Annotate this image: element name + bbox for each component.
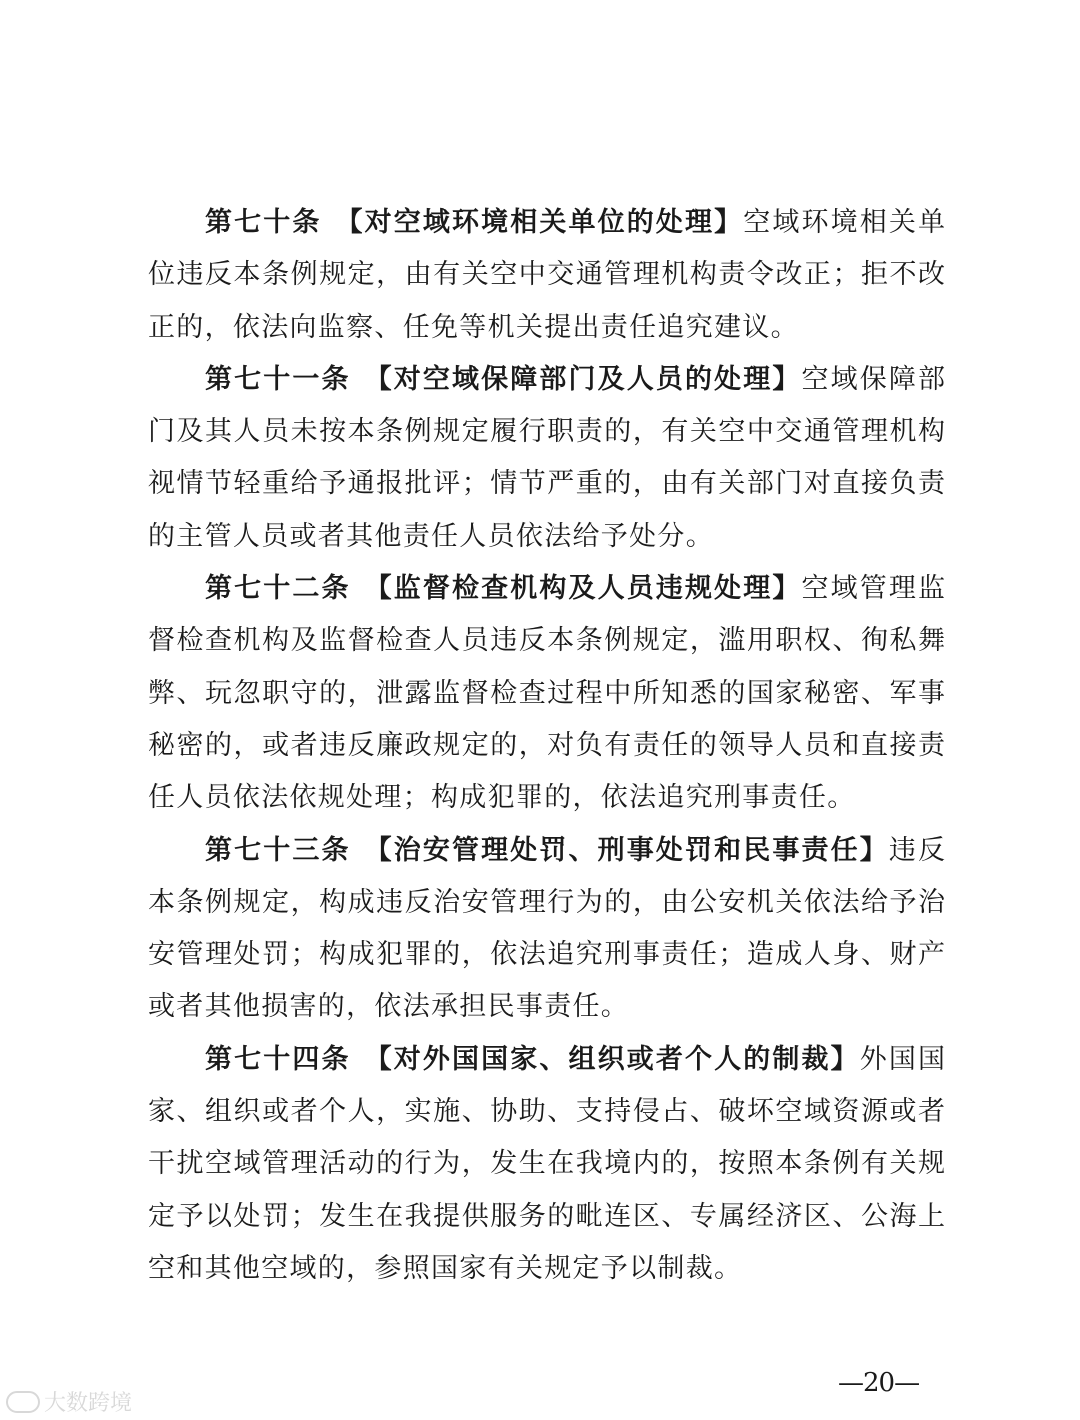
article-text-line: 任人员依法依规处理；构成犯罪的，依法追究刑事责任。	[148, 782, 856, 814]
article-text-line: 视情节轻重给予通报批评；情节严重的，由有关部门对直接负责	[148, 468, 945, 500]
article-text-line: 本条例规定，构成违反治安管理行为的，由公安机关依法给予治	[148, 886, 945, 918]
watermark	[6, 1386, 132, 1417]
article-first-line	[148, 1040, 945, 1092]
article	[148, 203, 945, 360]
article	[148, 831, 945, 1040]
article-text-line: 正的，依法向监察、任免等机关提出责任追究建议。	[148, 311, 799, 343]
article-text-line: 或者其他损害的，依法承担民事责任。	[148, 991, 630, 1023]
article-number: 第七十条	[205, 207, 322, 238]
watermark-text: 大数跨境	[44, 1391, 133, 1416]
article-number: 第七十四条	[205, 1043, 351, 1075]
page-number: —20—	[838, 1368, 920, 1398]
article-first-line	[148, 360, 945, 412]
document-body	[148, 203, 945, 1301]
article-first-line	[148, 203, 945, 255]
article-text-line: 干扰空域管理活动的行为，发生在我境内的，按照本条例有关规	[148, 1148, 945, 1180]
article	[148, 360, 945, 569]
article-text: 违反	[888, 834, 945, 866]
article-number: 第七十三条	[205, 834, 351, 866]
article-text-line: 秘密的，或者违反廉政规定的，对负有责任的领导人员和直接责	[148, 729, 945, 761]
article-text-line: 位违反本条例规定，由有关空中交通管理机构责令改正；拒不改	[148, 259, 945, 291]
article-title: 【对空域环境相关单位的处理】	[335, 207, 744, 238]
article-text-line: 家、组织或者个人，实施、协助、支持侵占、破坏空域资源或者	[148, 1096, 945, 1128]
watermark-logo-icon	[6, 1391, 40, 1413]
article-text-line: 安管理处罚；构成犯罪的，依法追究刑事责任；造成人身、财产	[148, 939, 945, 971]
article-title: 【对空域保障部门及人员的处理】	[364, 363, 802, 395]
article-text: 空域环境相关单	[743, 207, 945, 238]
article-title: 【治安管理处罚、刑事处罚和民事责任】	[364, 834, 889, 866]
article-number: 第七十二条	[205, 573, 351, 605]
article-text: 空域管理监	[801, 573, 945, 605]
article-text-line: 督检查机构及监督检查人员违反本条例规定，滥用职权、徇私舞	[148, 625, 945, 657]
article-text-line: 弊、玩忽职守的，泄露监督检查过程中所知悉的国家秘密、军事	[148, 677, 945, 709]
article-first-line	[148, 569, 945, 621]
article-text: 空域保障部	[801, 363, 945, 395]
article	[148, 569, 945, 830]
article-title: 【对外国国家、组织或者个人的制裁】	[364, 1043, 860, 1075]
article-text-line: 门及其人员未按本条例规定履行职责的，有关空中交通管理机构	[148, 416, 945, 448]
article-title: 【监督检查机构及人员违规处理】	[364, 573, 802, 605]
article-first-line	[148, 831, 945, 883]
article	[148, 1040, 945, 1301]
article-text-line: 的主管人员或者其他责任人员依法给予处分。	[148, 520, 714, 552]
article-text: 外国国	[859, 1043, 945, 1075]
article-text-line: 定予以处罚；发生在我提供服务的毗连区、专属经济区、公海上	[148, 1200, 945, 1232]
article-number: 第七十一条	[205, 363, 351, 395]
article-text-line: 空和其他空域的，参照国家有关规定予以制裁。	[148, 1252, 743, 1284]
